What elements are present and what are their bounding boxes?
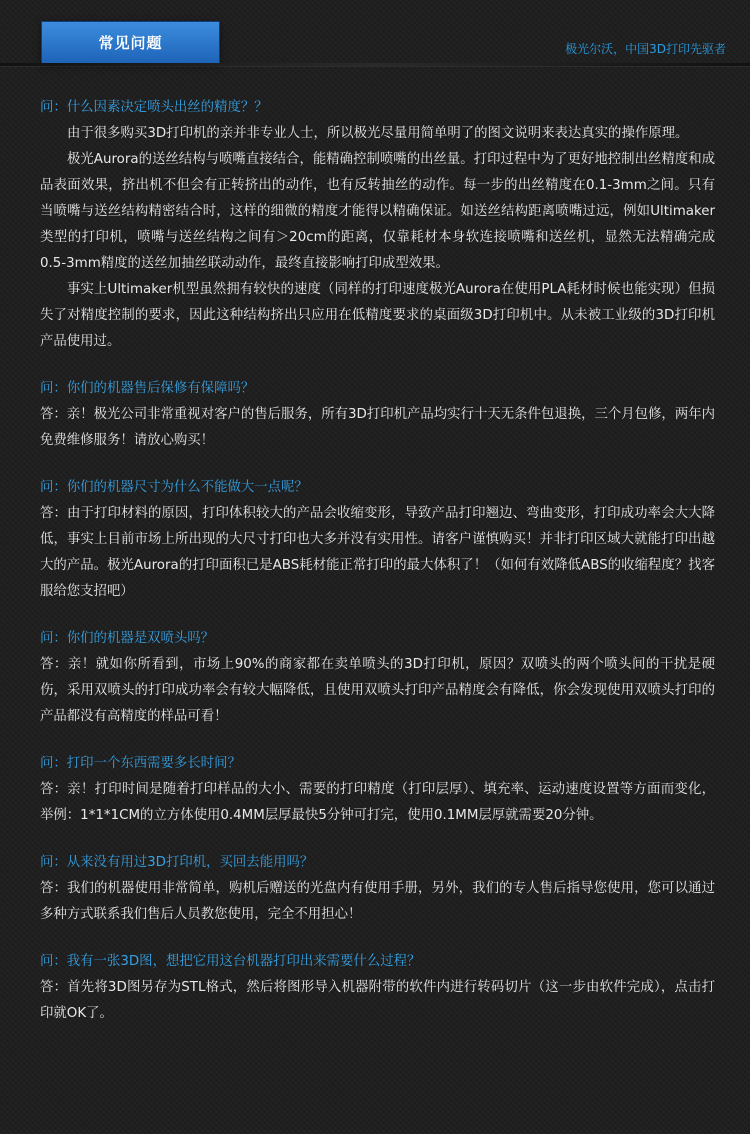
faq-answer: 答：亲！打印时间是随着打印样品的大小、需要的打印精度（打印层厚）、填充率、运动速度设置等方面而变化，举例：1*1*1CM的立方体使用0.4MM层厚最快5分钟可打完，使用0.1MM层厚就需要20分钟。 [40,782,715,823]
faq-item-print-process [40,949,715,1027]
faq-answer: 答：首先将3D图另存为STL格式，然后将图形导入机器附带的软件内进行转码切片（这一步由软件完成），点击打印就OK了。 [40,980,715,1021]
faq-question: 问：你们的机器是双喷头吗？ [40,631,215,646]
faq-item-warranty [40,376,715,454]
faq-item-machine-size [40,475,715,605]
faq-question: 问：从来没有用过3D打印机，买回去能用吗？ [40,855,314,870]
faq-item-dual-nozzle [40,626,715,730]
section-title-tab [41,21,220,64]
faq-paragraph: 由于很多购买3D打印机的亲并非专业人士，所以极光尽量用简单明了的图文说明来表达真实的操作原理。 [67,126,689,141]
faq-paragraph: 事实上Ultimaker机型虽然拥有较快的速度（同样的打印速度极光Aurora在使用PLA耗材时候也能实现）但损失了对精度控制的要求，因此这种结构挤出只应用在低精度要求的桌面级3D打印机中。从未被工业级的3D打印机产品使用过。 [40,282,715,349]
faq-question: 问：你们的机器售后保修有保障吗？ [40,381,255,396]
faq-item-nozzle-precision [40,95,715,355]
header [0,0,750,82]
brand-slogan: 极光尔沃，中国3D打印先驱者 [565,42,726,56]
faq-paragraph: 极光Aurora的送丝结构与喷嘴直接结合，能精确控制喷嘴的出丝量。打印过程中为了更好地控制出丝精度和成品表面效果，挤出机不但会有正转挤出的动作，也有反转抽丝的动作。每一步的出丝精度在0.1-3mm之间。只有当喷嘴与送丝结构精密结合时，这样的细微的精度才能得以精确保证。如送丝结构距离喷嘴过远，例如Ultimaker类型的打印机，喷嘴与送丝结构之间有＞20cm的距离，仅靠耗材本身软连接喷嘴和送丝机，显然无法精确完成0.5-3mm精度的送丝加抽丝联动动作，最终直接影响打印成型效果。 [40,152,715,271]
faq-question: 问：你们的机器尺寸为什么不能做大一点呢？ [40,480,308,495]
faq-question: 问：什么因素决定喷头出丝的精度？？ [40,100,268,115]
faq-question: 问：我有一张3D图，想把它用这台机器打印出来需要什么过程？ [40,954,421,969]
faq-answer: 答：我们的机器使用非常简单，购机后赠送的光盘内有使用手册，另外，我们的专人售后指导您使用，您可以通过多种方式联系我们售后人员教您使用，完全不用担心！ [40,881,715,922]
faq-answer: 答：由于打印材料的原因，打印体积较大的产品会收缩变形，导致产品打印翘边、弯曲变形，打印成功率会大大降低，事实上目前市场上所出现的大尺寸打印也大多并没有实用性。请客户谨慎购买！并非打印区域大就能打印出越大的产品。极光Aurora的打印面积已是ABS耗材能正常打印的最大体积了！（如何有效降低ABS的收缩程度？找客服给您支招吧） [40,506,715,599]
faq-item-beginner [40,850,715,928]
faq-answer: 答：亲！就如你所看到，市场上90%的商家都在卖单喷头的3D打印机，原因？双喷头的两个喷头间的干扰是硬伤，采用双喷头的打印成功率会有较大幅降低，且使用双喷头打印产品精度会有降低，你会发现使用双喷头打印的产品都没有高精度的样品可看！ [40,657,715,724]
header-divider [0,63,750,66]
faq-question: 问：打印一个东西需要多长时间？ [40,756,241,771]
section-title: 常见问题 [98,34,163,52]
faq-list [40,95,715,1048]
faq-answer: 答：亲！极光公司非常重视对客户的售后服务，所有3D打印机产品均实行十天无条件包退换，三个月包修，两年内免费维修服务！请放心购买！ [40,407,715,448]
faq-item-print-time [40,751,715,829]
